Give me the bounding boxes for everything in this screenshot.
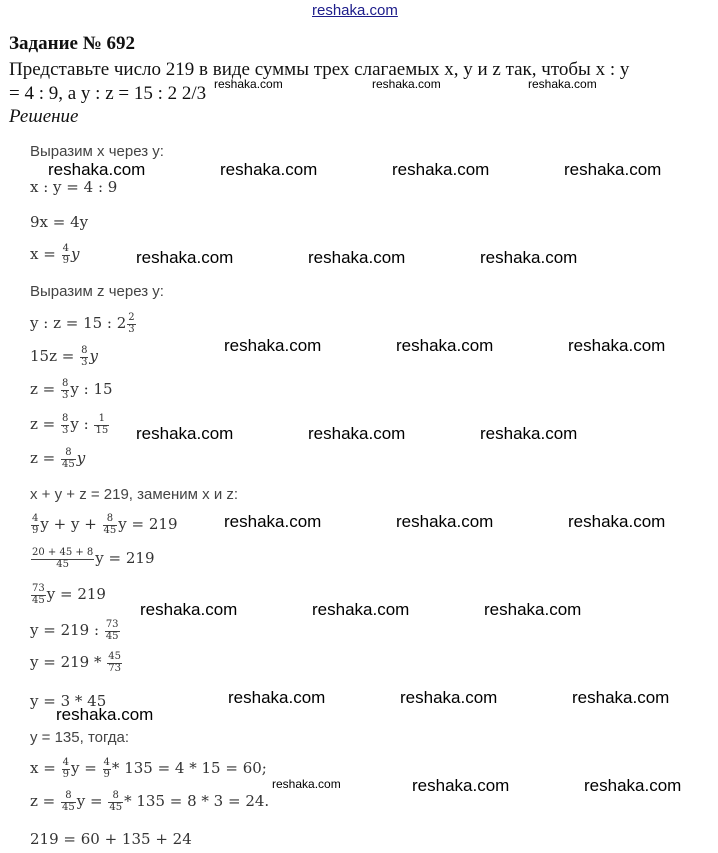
fraction: $\frac{4}{9}$ (103, 757, 110, 780)
watermark: reshaka.com (396, 512, 494, 531)
step-note-x: Выразим x через y: (30, 143, 164, 160)
watermark: reshaka.com (308, 248, 406, 267)
fraction: $\frac{8}{45}$ (62, 790, 75, 813)
watermark: reshaka.com (572, 688, 670, 707)
watermark: reshaka.com (136, 248, 234, 267)
watermark: reshaka.com (412, 776, 510, 795)
equation: y : z = 15 : 2 $\frac{2}{3}$ (30, 312, 135, 335)
watermark: reshaka.com (224, 336, 322, 355)
fraction: $\frac{20 + 45 + 8}{45}$ (32, 547, 94, 570)
step-note-sum: x + y + z = 219, заменим x и z: (30, 486, 239, 503)
solution-heading: Решение (9, 106, 79, 127)
watermark: reshaka.com (228, 688, 326, 707)
watermark: reshaka.com (136, 424, 234, 443)
watermark: reshaka.com (392, 160, 490, 179)
watermark: reshaka.com (564, 160, 662, 179)
problem-text-line-2: = 4 : 9, а y : z = 15 : 2 2/3 (9, 83, 207, 104)
site-link[interactable]: reshaka.com (312, 2, 398, 19)
equation: x : y = 4 : 9 (30, 178, 118, 196)
watermark: reshaka.com (480, 248, 578, 267)
fraction: $\frac{4}{9}$ (62, 243, 69, 266)
watermark: reshaka.com (584, 776, 682, 795)
equation: x = $\frac{4}{9}$ y (30, 243, 80, 266)
fraction: $\frac{8}{45}$ (62, 447, 75, 470)
watermark: reshaka.com (224, 512, 322, 531)
fraction: $\frac{1}{15}$ (95, 413, 109, 436)
equation: y = 3 * 45 (30, 692, 107, 710)
watermark: reshaka.com (140, 600, 238, 619)
watermark: reshaka.com (568, 336, 666, 355)
watermark: reshaka.com (568, 512, 666, 531)
watermark: reshaka.com (214, 77, 283, 91)
equation: $\frac{20 + 45 + 8}{45}$ y = 219 (32, 547, 155, 570)
equation: 15z = $\frac{8}{3}$ y (30, 345, 98, 368)
watermark: reshaka.com (372, 77, 441, 91)
equation: z = $\frac{8}{3}$ y : 15 (30, 378, 113, 401)
watermark: reshaka.com (272, 777, 341, 791)
equation: $\frac{73}{45}$ y = 219 (32, 583, 106, 606)
fraction: $\frac{4}{9}$ (32, 513, 39, 536)
fraction: $\frac{2}{3}$ (128, 312, 135, 335)
equation: z = $\frac{8}{3}$ y : $\frac{1}{15}$ (30, 413, 109, 436)
equation: y = 219 : $\frac{73}{45}$ (30, 619, 119, 642)
equation: x = $\frac{4}{9}$ y = $\frac{4}{9}$ * 135 = 4 * 15 = 60; (30, 757, 267, 780)
watermark: reshaka.com (400, 688, 498, 707)
equation: $\frac{4}{9}$ y + y + $\frac{8}{45}$ y = 219 (32, 513, 178, 536)
watermark: reshaka.com (56, 705, 154, 724)
watermark: reshaka.com (528, 77, 597, 91)
equation: z = $\frac{8}{45}$ y (30, 447, 86, 470)
fraction: $\frac{73}{45}$ (32, 583, 45, 606)
equation: 9x = 4y (30, 213, 89, 231)
fraction: $\frac{4}{9}$ (62, 757, 69, 780)
step-note-z: Выразим z через y: (30, 283, 164, 300)
problem-text-line-1: Представьте число 219 в виде суммы трех слагаемых x, y и z так, чтобы x : y (9, 59, 630, 80)
task-title: Задание № 692 (9, 33, 136, 54)
equation: z = $\frac{8}{45}$ y = $\frac{8}{45}$ * 135 = 8 * 3 = 24. (30, 790, 270, 813)
watermark: reshaka.com (480, 424, 578, 443)
watermark: reshaka.com (396, 336, 494, 355)
fraction: $\frac{8}{3}$ (81, 345, 88, 368)
equation: y = 219 * $\frac{45}{73}$ (30, 651, 121, 674)
equation-final: 219 = 60 + 135 + 24 (30, 830, 192, 848)
fraction: $\frac{73}{45}$ (105, 619, 119, 642)
watermark: reshaka.com (308, 424, 406, 443)
watermark: reshaka.com (220, 160, 318, 179)
fraction: $\frac{45}{73}$ (108, 651, 121, 674)
watermark: reshaka.com (312, 600, 410, 619)
watermark: reshaka.com (484, 600, 582, 619)
fraction: $\frac{8}{3}$ (62, 378, 69, 401)
fraction: $\frac{8}{45}$ (109, 790, 123, 813)
fraction: $\frac{8}{3}$ (62, 413, 69, 436)
step-note-then: y = 135, тогда: (30, 729, 130, 746)
fraction: $\frac{8}{45}$ (103, 513, 117, 536)
watermark: reshaka.com (48, 160, 146, 179)
